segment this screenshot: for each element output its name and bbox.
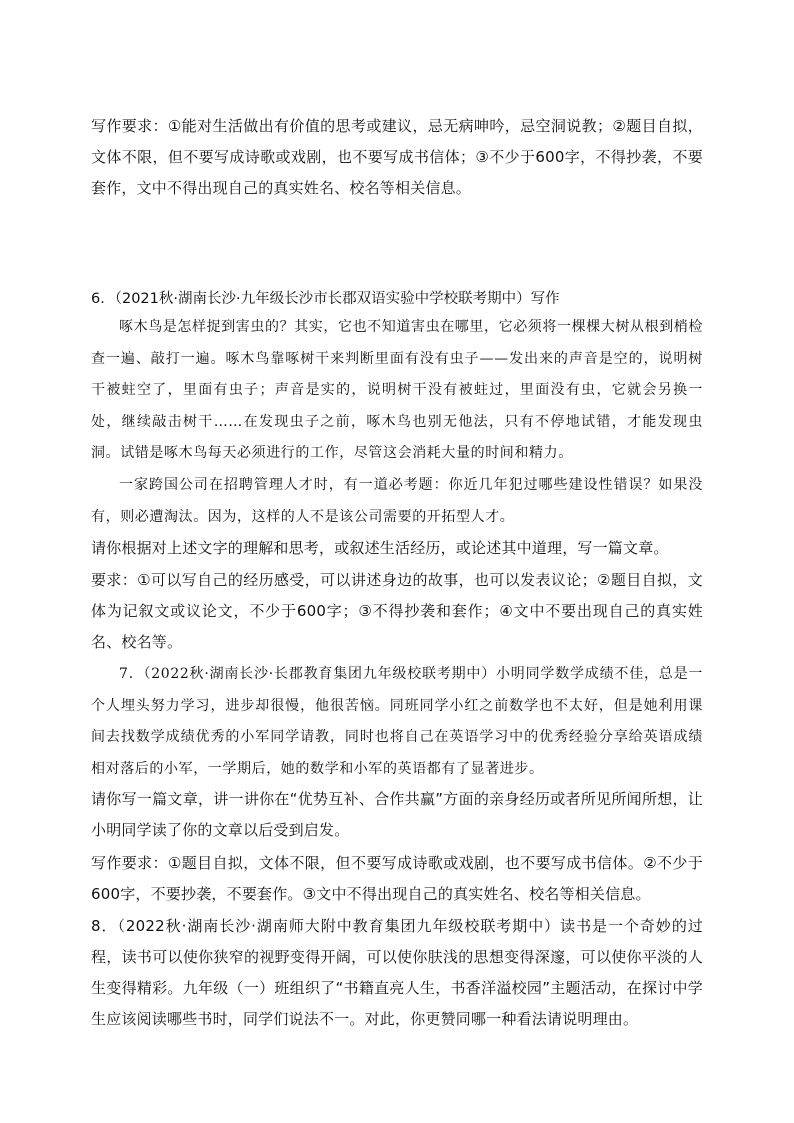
q6-header: 6．（2021秋·湖南长沙·九年级长沙市长郡双语实验中学校联考期中）写作: [91, 291, 560, 307]
q7-requirements: 写作要求：①题目自拟，文体不限，但不要写成诗歌或戏剧，也不要写成书信体。②不少于600字，不要抄袭，不要套作。③文中不得出现自己的真实姓名、校名等相关信息。: [91, 854, 703, 903]
q6-material-2: 一家跨国公司在招聘管理人才时，有一道必考题：你近几年犯过哪些建设性错误？如果没有，则必遭淘汰。因为，这样的人不是该公司需要的开拓型人才。: [91, 477, 703, 525]
q8-text: 8．（2022秋·湖南长沙·湖南师大附中教育集团九年级校联考期中）读书是一个奇妙的过程，读书可以使你狭窄的视野变得开阔，可以使你肤浅的思想变得深邃，可以使你平淡的人生变得精彩。九年级（一）班组织了“书籍直亮人生，书香洋溢校园”主题活动，在探讨中学生应该阅读哪些书时，同学们说法不一。对此，你更赞同哪一种看法请说明理由。: [91, 917, 703, 1028]
q5-requirements: 写作要求：①能对生活做出有价值的思考或建议，忌无病呻吟，忌空洞说教；②题目自拟，文体不限，但不要写成诗歌或戏剧，也不要写成书信体；③不少于600字，不得抄袭，不要套作，文中不得出现自己的真实姓名、校名等相关信息。: [91, 117, 703, 197]
q6-prompt: 请你根据对上述文字的理解和思考，或叙述生活经历，或论述其中道理，写一篇文章。: [91, 539, 669, 557]
q7-header-material: 7．（2022秋·湖南长沙·长郡教育集团九年级校联考期中）小明同学数学成绩不佳，总是一个人埋头努力学习，进步却很慢，他很苦恼。同班同学小红之前数学也不太好，但是她利用课间去找数学成绩优秀的小军同学请教，同时也将自己在英语学习中的优秀经验分享给英语成绩相对落后的小军，一学期后，她的数学和小军的英语都有了显著进步。: [91, 666, 703, 777]
q6-requirements: 要求：①可以写自己的经历感受，可以讲述身边的故事，也可以发表议论；②题目自拟，文体为记叙文或议论文，不少于600字；③不得抄袭和套作；④文中不要出现自己的真实姓名、校名等。: [91, 571, 703, 651]
q7-prompt: 请你写一篇文章，讲一讲你在“优势互补、合作共赢”方面的亲身经历或者所见所闻所想，让小明同学读了你的文章以后受到启发。: [91, 790, 703, 839]
q6-material-1: 啄木鸟是怎样捉到害虫的？其实，它也不知道害虫在哪里，它必须将一棵棵大树从根到梢检查一遍、敲打一遍。啄木鸟靠啄树干来判断里面有没有虫子——发出来的声音是空的，说明树干被蛀空了，里面有虫子；声音是实的，说明树干没有被蛀过，里面没有虫，它就会另换一处，继续敲击树干……在发现虫子之前，啄木鸟也别无他法，只有不停地试错，才能发现虫洞。试错是啄木鸟每天必须进行的工作，尽管这会消耗大量的时间和精力。: [91, 319, 703, 461]
